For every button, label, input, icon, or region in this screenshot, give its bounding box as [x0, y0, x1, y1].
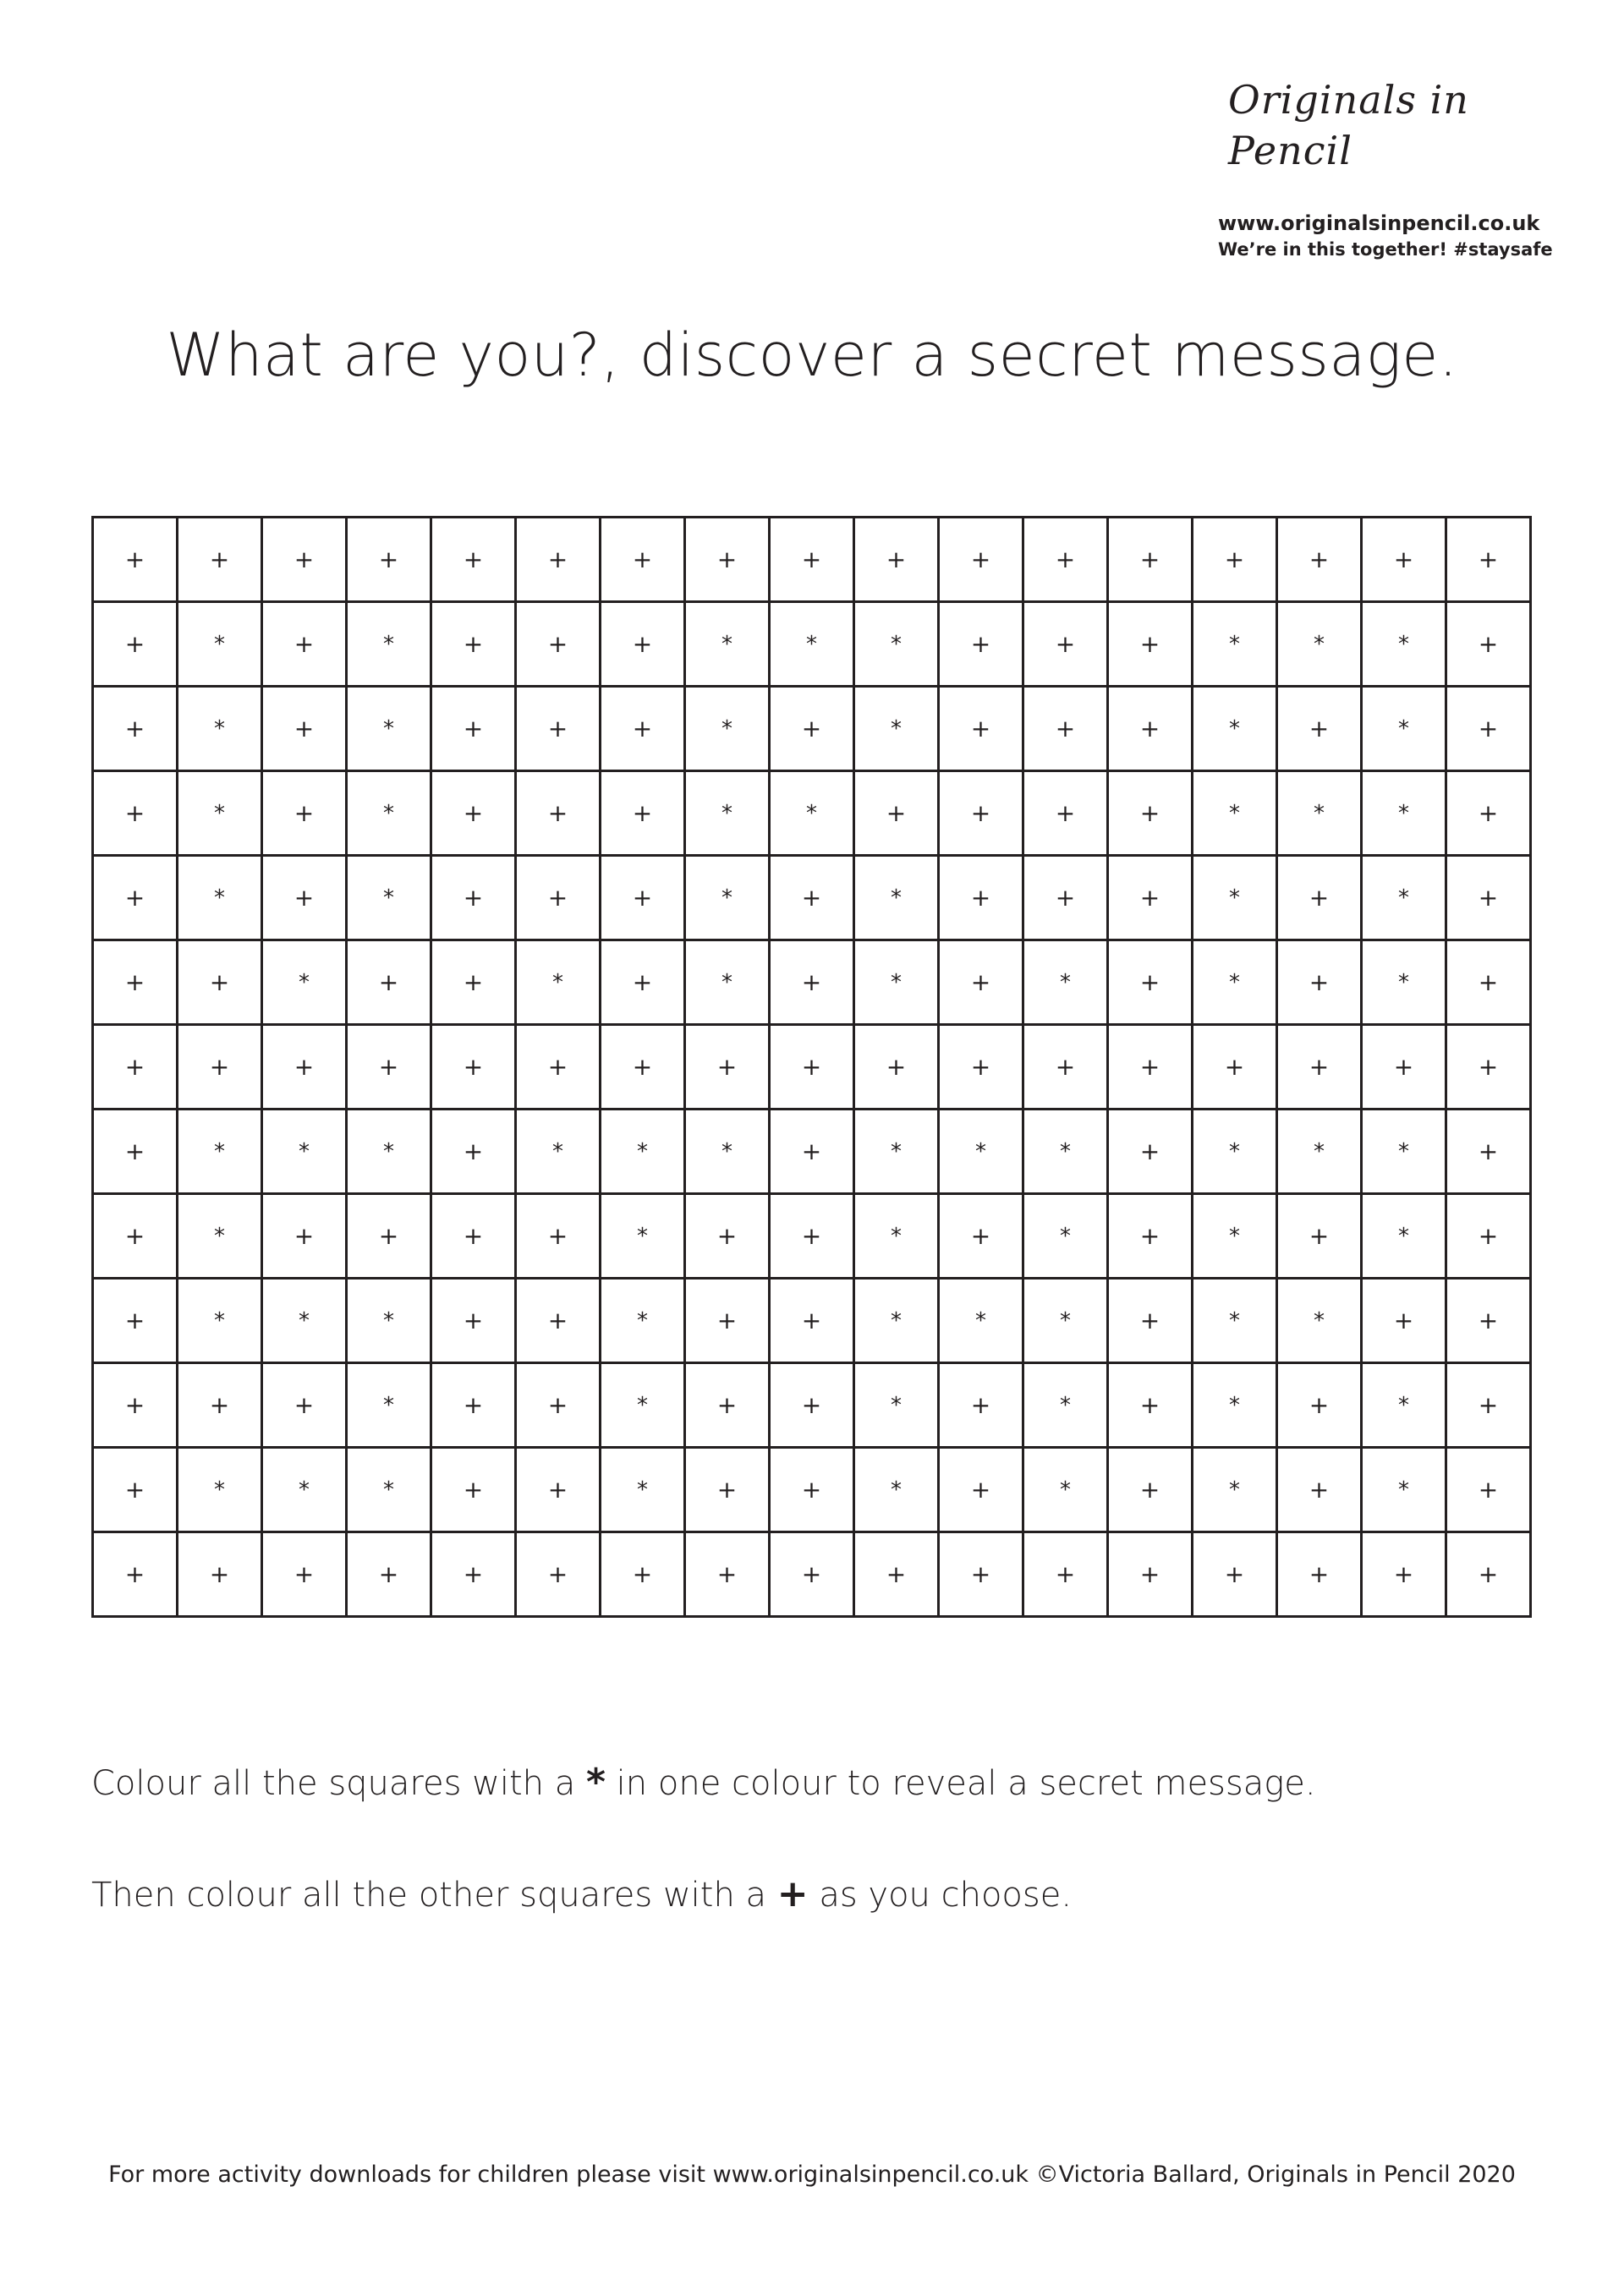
grid-cell-plus: + [431, 1194, 516, 1279]
grid-cell-star: * [178, 1448, 262, 1532]
grid-cell-plus: + [516, 1532, 601, 1617]
grid-cell-star: * [601, 1110, 685, 1194]
grid-cell-plus: + [262, 687, 347, 771]
grid-cell-plus: + [516, 1025, 601, 1110]
grid-cell-plus: + [770, 1279, 854, 1363]
grid-cell-star: * [178, 1279, 262, 1363]
grid-cell-plus: + [93, 1110, 178, 1194]
grid-row [93, 771, 1531, 856]
grid-cell-plus: + [347, 1194, 431, 1279]
grid-cell-star: * [1362, 1194, 1446, 1279]
grid-cell-plus: + [1108, 1363, 1193, 1448]
grid-cell-star: * [1193, 1363, 1277, 1448]
grid-cell-star: * [1362, 940, 1446, 1025]
grid-cell-star: * [601, 1279, 685, 1363]
grid-cell-star: * [939, 1110, 1023, 1194]
grid-cell-plus: + [178, 1025, 262, 1110]
grid-cell-plus: + [939, 1194, 1023, 1279]
grid-cell-star: * [854, 602, 939, 687]
grid-cell-plus: + [1446, 687, 1531, 771]
grid-cell-plus: + [262, 1532, 347, 1617]
grid-cell-star: * [1277, 771, 1362, 856]
grid-cell-plus: + [601, 687, 685, 771]
grid-cell-star: * [1023, 940, 1108, 1025]
grid-cell-plus: + [516, 856, 601, 940]
grid-cell-plus: + [93, 1448, 178, 1532]
grid-cell-plus: + [1108, 940, 1193, 1025]
grid-cell-plus: + [347, 1025, 431, 1110]
grid-cell-plus: + [431, 940, 516, 1025]
grid-cell-plus: + [262, 1025, 347, 1110]
grid-cell-plus: + [770, 1110, 854, 1194]
grid-cell-plus: + [685, 1448, 770, 1532]
grid-cell-star: * [178, 1110, 262, 1194]
grid-cell-star: * [347, 687, 431, 771]
grid-cell-plus: + [431, 1025, 516, 1110]
grid-cell-plus: + [685, 1363, 770, 1448]
instruction-1-text-end: in one colour to reveal a secret message. [605, 1764, 1316, 1803]
grid-cell-star: * [178, 1194, 262, 1279]
grid-cell-star: * [516, 940, 601, 1025]
grid-cell-plus: + [1446, 1025, 1531, 1110]
grid-row [93, 1025, 1531, 1110]
grid-cell-plus: + [770, 940, 854, 1025]
grid-cell-star: * [1193, 687, 1277, 771]
grid-cell-plus: + [1108, 856, 1193, 940]
grid-cell-star: * [1023, 1448, 1108, 1532]
grid-cell-star: * [770, 602, 854, 687]
grid-cell-star: * [1277, 602, 1362, 687]
grid-cell-plus: + [939, 1025, 1023, 1110]
grid-cell-plus: + [939, 687, 1023, 771]
grid-cell-plus: + [770, 687, 854, 771]
grid-cell-star: * [262, 940, 347, 1025]
grid-cell-plus: + [770, 1448, 854, 1532]
grid-cell-plus: + [601, 940, 685, 1025]
grid-cell-plus: + [516, 1194, 601, 1279]
grid-cell-plus: + [1277, 1194, 1362, 1279]
brand-tagline: We’re in this together! #staysafe [1218, 239, 1553, 260]
grid-row [93, 1194, 1531, 1279]
grid-cell-plus: + [939, 1448, 1023, 1532]
grid-cell-plus: + [178, 940, 262, 1025]
page-title: What are you?, discover a secret message. [166, 321, 1458, 390]
grid-cell-plus: + [431, 602, 516, 687]
grid-cell-plus: + [685, 518, 770, 602]
grid-cell-plus: + [1446, 940, 1531, 1025]
grid-cell-plus: + [262, 602, 347, 687]
grid-cell-plus: + [516, 1279, 601, 1363]
grid-cell-star: * [1193, 1110, 1277, 1194]
grid-cell-plus: + [178, 1363, 262, 1448]
grid-cell-plus: + [93, 771, 178, 856]
grid-cell-plus: + [685, 1279, 770, 1363]
grid-cell-plus: + [685, 1025, 770, 1110]
grid-cell-plus: + [262, 771, 347, 856]
grid-cell-plus: + [516, 771, 601, 856]
grid-cell-star: * [1193, 1194, 1277, 1279]
grid-cell-plus: + [601, 771, 685, 856]
grid-cell-star: * [685, 856, 770, 940]
grid-cell-plus: + [93, 1279, 178, 1363]
instruction-line-2 [91, 1871, 1072, 1919]
grid-cell-plus: + [1277, 856, 1362, 940]
grid-cell-plus: + [1108, 1025, 1193, 1110]
grid-cell-plus: + [601, 856, 685, 940]
plus-symbol: + [776, 1872, 809, 1915]
grid-cell-plus: + [1193, 518, 1277, 602]
grid-cell-plus: + [431, 1532, 516, 1617]
grid-cell-plus: + [93, 1532, 178, 1617]
grid-cell-plus: + [93, 940, 178, 1025]
grid-row [93, 1448, 1531, 1532]
grid-cell-plus: + [1277, 1448, 1362, 1532]
grid-cell-plus: + [178, 1532, 262, 1617]
grid-cell-plus: + [939, 602, 1023, 687]
brand-logo: Originals in Pencil [1228, 77, 1469, 173]
grid-row [93, 1363, 1531, 1448]
grid-cell-plus: + [431, 687, 516, 771]
grid-cell-plus: + [939, 518, 1023, 602]
grid-cell-star: * [262, 1279, 347, 1363]
grid-cell-star: * [685, 1110, 770, 1194]
grid-cell-plus: + [601, 1025, 685, 1110]
grid-cell-plus: + [685, 1532, 770, 1617]
instruction-2-text-start: Then colour all the other squares with a [91, 1876, 777, 1915]
grid-cell-plus: + [1446, 602, 1531, 687]
grid-cell-plus: + [1023, 1025, 1108, 1110]
instruction-1-text-start: Colour all the squares with a [91, 1764, 586, 1803]
grid-cell-star: * [347, 1448, 431, 1532]
grid-cell-star: * [516, 1110, 601, 1194]
grid-cell-plus: + [685, 1194, 770, 1279]
brand-website: www.originalsinpencil.co.uk [1218, 211, 1540, 235]
grid-cell-star: * [854, 1448, 939, 1532]
grid-cell-plus: + [1446, 1363, 1531, 1448]
grid-cell-star: * [854, 1194, 939, 1279]
grid-cell-star: * [854, 1279, 939, 1363]
grid-cell-plus: + [1193, 1025, 1277, 1110]
grid-cell-plus: + [1277, 687, 1362, 771]
grid-cell-plus: + [1108, 518, 1193, 602]
grid-cell-plus: + [1277, 1025, 1362, 1110]
grid-cell-plus: + [1362, 518, 1446, 602]
grid-cell-plus: + [770, 518, 854, 602]
grid-cell-plus: + [1446, 1194, 1531, 1279]
grid-cell-star: * [1193, 771, 1277, 856]
grid-cell-star: * [854, 940, 939, 1025]
grid-cell-plus: + [262, 856, 347, 940]
grid-cell-plus: + [431, 1279, 516, 1363]
puzzle-grid-body [93, 518, 1531, 1617]
grid-cell-plus: + [939, 1532, 1023, 1617]
grid-cell-plus: + [854, 1532, 939, 1617]
grid-cell-plus: + [1446, 1532, 1531, 1617]
grid-cell-plus: + [347, 1532, 431, 1617]
grid-cell-plus: + [93, 856, 178, 940]
grid-cell-plus: + [939, 771, 1023, 856]
grid-cell-star: * [854, 1110, 939, 1194]
grid-row [93, 856, 1531, 940]
grid-cell-plus: + [93, 602, 178, 687]
grid-cell-plus: + [939, 940, 1023, 1025]
grid-cell-plus: + [601, 518, 685, 602]
grid-cell-plus: + [1108, 687, 1193, 771]
grid-cell-plus: + [770, 856, 854, 940]
grid-cell-plus: + [262, 1363, 347, 1448]
grid-cell-star: * [1023, 1110, 1108, 1194]
grid-cell-plus: + [1446, 856, 1531, 940]
grid-cell-plus: + [939, 1363, 1023, 1448]
grid-cell-plus: + [93, 687, 178, 771]
grid-cell-plus: + [1108, 1448, 1193, 1532]
grid-cell-plus: + [939, 856, 1023, 940]
grid-cell-star: * [939, 1279, 1023, 1363]
grid-cell-star: * [770, 771, 854, 856]
grid-cell-plus: + [262, 518, 347, 602]
footer-credit: For more activity downloads for children please visit www.originalsinpencil.co.uk ©Victoria Ballard, Originals in Pencil 2020 [108, 2162, 1516, 2188]
grid-cell-plus: + [854, 1025, 939, 1110]
grid-cell-plus: + [1362, 1025, 1446, 1110]
grid-cell-star: * [262, 1110, 347, 1194]
grid-cell-star: * [685, 940, 770, 1025]
grid-cell-plus: + [1362, 1279, 1446, 1363]
grid-cell-plus: + [1446, 1448, 1531, 1532]
grid-cell-plus: + [93, 1025, 178, 1110]
grid-cell-star: * [1362, 771, 1446, 856]
grid-cell-plus: + [770, 1025, 854, 1110]
grid-row [93, 940, 1531, 1025]
star-symbol: * [585, 1761, 606, 1804]
grid-row [93, 518, 1531, 602]
grid-cell-plus: + [431, 856, 516, 940]
grid-cell-plus: + [516, 687, 601, 771]
instruction-line-1 [91, 1759, 1316, 1807]
grid-cell-plus: + [1446, 518, 1531, 602]
grid-cell-plus: + [854, 771, 939, 856]
grid-cell-star: * [854, 856, 939, 940]
grid-cell-plus: + [431, 1363, 516, 1448]
grid-cell-plus: + [262, 1194, 347, 1279]
grid-cell-plus: + [601, 1532, 685, 1617]
grid-cell-star: * [347, 856, 431, 940]
grid-cell-star: * [685, 602, 770, 687]
grid-cell-star: * [178, 687, 262, 771]
grid-cell-plus: + [1277, 1532, 1362, 1617]
grid-cell-plus: + [1023, 518, 1108, 602]
grid-cell-star: * [601, 1363, 685, 1448]
grid-cell-star: * [685, 771, 770, 856]
grid-cell-star: * [347, 1110, 431, 1194]
grid-cell-plus: + [1023, 1532, 1108, 1617]
grid-cell-star: * [347, 602, 431, 687]
grid-cell-star: * [262, 1448, 347, 1532]
grid-cell-star: * [1193, 940, 1277, 1025]
grid-cell-star: * [1023, 1363, 1108, 1448]
grid-cell-plus: + [1446, 1279, 1531, 1363]
grid-cell-star: * [178, 771, 262, 856]
grid-cell-star: * [1193, 1279, 1277, 1363]
grid-cell-star: * [1362, 602, 1446, 687]
grid-cell-star: * [685, 687, 770, 771]
grid-cell-plus: + [1108, 771, 1193, 856]
grid-cell-plus: + [854, 518, 939, 602]
grid-cell-plus: + [1108, 1110, 1193, 1194]
grid-cell-star: * [1362, 856, 1446, 940]
grid-cell-plus: + [516, 1363, 601, 1448]
puzzle-grid [91, 516, 1532, 1618]
grid-cell-plus: + [1277, 518, 1362, 602]
grid-cell-plus: + [1108, 1194, 1193, 1279]
grid-cell-star: * [178, 856, 262, 940]
grid-row [93, 687, 1531, 771]
grid-cell-plus: + [1277, 1363, 1362, 1448]
grid-cell-plus: + [516, 1448, 601, 1532]
grid-cell-plus: + [516, 518, 601, 602]
grid-cell-star: * [1362, 1448, 1446, 1532]
grid-cell-plus: + [1023, 687, 1108, 771]
grid-cell-star: * [1193, 1448, 1277, 1532]
grid-cell-star: * [1023, 1279, 1108, 1363]
grid-cell-plus: + [1362, 1532, 1446, 1617]
grid-cell-plus: + [1193, 1532, 1277, 1617]
grid-cell-star: * [1362, 687, 1446, 771]
grid-cell-plus: + [431, 1448, 516, 1532]
grid-cell-star: * [854, 1363, 939, 1448]
grid-cell-plus: + [770, 1363, 854, 1448]
grid-cell-plus: + [347, 940, 431, 1025]
grid-cell-plus: + [93, 1363, 178, 1448]
grid-cell-plus: + [770, 1532, 854, 1617]
grid-cell-plus: + [1108, 1532, 1193, 1617]
grid-cell-star: * [1362, 1363, 1446, 1448]
grid-cell-star: * [854, 687, 939, 771]
grid-cell-plus: + [1023, 856, 1108, 940]
grid-cell-star: * [1193, 602, 1277, 687]
grid-cell-plus: + [431, 771, 516, 856]
grid-cell-star: * [347, 1363, 431, 1448]
grid-cell-plus: + [347, 518, 431, 602]
grid-cell-plus: + [1446, 771, 1531, 856]
brand-block [1218, 74, 1573, 262]
grid-cell-star: * [1277, 1110, 1362, 1194]
grid-cell-star: * [1277, 1279, 1362, 1363]
grid-cell-star: * [1193, 856, 1277, 940]
grid-cell-star: * [601, 1194, 685, 1279]
grid-cell-plus: + [431, 1110, 516, 1194]
grid-cell-plus: + [431, 518, 516, 602]
grid-cell-plus: + [93, 518, 178, 602]
grid-cell-plus: + [93, 1194, 178, 1279]
grid-cell-plus: + [770, 1194, 854, 1279]
grid-cell-plus: + [1108, 1279, 1193, 1363]
grid-cell-plus: + [1023, 602, 1108, 687]
grid-cell-star: * [601, 1448, 685, 1532]
grid-row [93, 1110, 1531, 1194]
grid-row [93, 1532, 1531, 1617]
grid-cell-plus: + [1446, 1110, 1531, 1194]
grid-cell-plus: + [178, 518, 262, 602]
grid-cell-plus: + [1277, 940, 1362, 1025]
grid-cell-star: * [347, 1279, 431, 1363]
grid-cell-plus: + [601, 602, 685, 687]
instruction-2-text-end: as you choose. [808, 1876, 1073, 1915]
grid-cell-star: * [178, 602, 262, 687]
grid-row [93, 602, 1531, 687]
grid-cell-star: * [1362, 1110, 1446, 1194]
grid-cell-star: * [1023, 1194, 1108, 1279]
grid-cell-plus: + [516, 602, 601, 687]
grid-row [93, 1279, 1531, 1363]
grid-cell-plus: + [1023, 771, 1108, 856]
grid-cell-plus: + [1108, 602, 1193, 687]
grid-cell-star: * [347, 771, 431, 856]
